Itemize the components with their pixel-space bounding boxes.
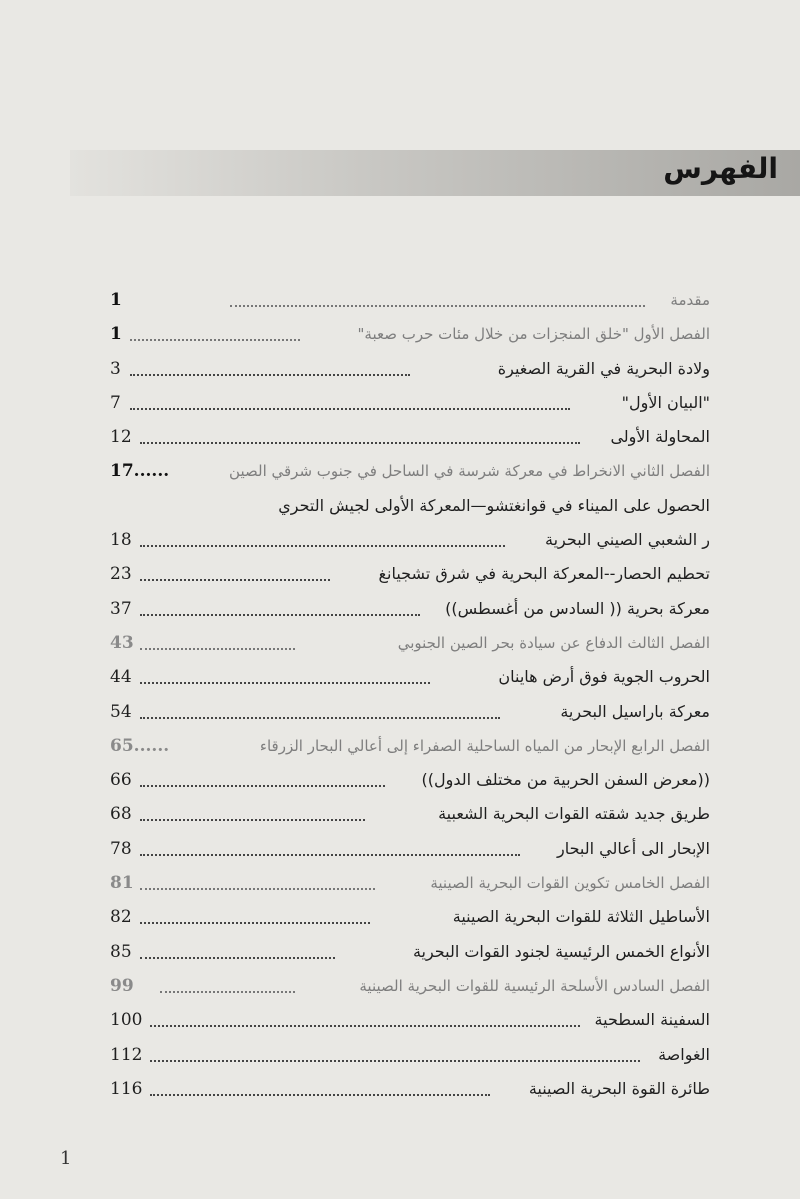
toc-page-number: 78 [110,838,132,859]
toc-entry-row [110,557,710,591]
toc-entry-row [110,695,710,729]
toc-entry-title: الإبحار الى أعالي البحار [556,838,710,858]
table-of-contents [110,283,710,1106]
dot-leader [140,872,375,890]
dot-leader [140,838,520,856]
toc-page-number: 112 [110,1044,143,1065]
toc-page-number: 1 [110,324,122,345]
toc-entry-title: ر الشعبي الصيني البحرية [545,530,710,550]
dot-leader [130,358,410,376]
toc-entry-title: الحصول على الميناء في قوانغتشو—المعركة الأولى لجيش التحري [278,495,710,515]
dot-leader [140,529,505,547]
toc-entry-row [110,489,710,523]
toc-entry-title: الأساطيل الثلاثة للقوات البحرية الصينية [452,907,710,927]
toc-entry-title: السفينة السطحية [594,1010,710,1030]
toc-chapter-row [110,454,710,488]
toc-entry-row [110,935,710,969]
toc-page-number: 54 [110,701,132,722]
toc-entry-title: ولادة البحرية في القرية الصغيرة [497,358,710,378]
toc-entry-title: الفصل الخامس تكوين القوات البحرية الصينية [430,874,710,893]
dot-leader [130,392,570,410]
toc-entry-title: الحروب الجوية فوق أرض هاينان [498,667,710,687]
dot-leader [130,323,300,341]
toc-entry-row [110,1003,710,1037]
dot-leader [140,563,330,581]
toc-page-number: 44 [110,667,132,688]
toc-entry-row [110,832,710,866]
toc-chapter-row [110,317,710,351]
toc-entry-title: الفصل الثالث الدفاع عن سيادة بحر الصين الجنوبي [397,633,710,652]
dot-leader [140,906,370,924]
toc-entry-row [110,420,710,454]
toc-entry-title: الأنواع الخمس الرئيسية لجنود القوات البحرية [412,941,710,961]
toc-page-number: 68 [110,804,132,825]
toc-page-number: 100 [110,1010,143,1031]
toc-chapter-row [110,866,710,900]
toc-page-number: 12 [110,427,132,448]
toc-entry-row [110,386,710,420]
toc-page-number: 43 [110,632,134,653]
toc-entry-title: الفصل السادس الأسلحة الرئيسية للقوات البحرية الصينية [359,976,710,995]
dot-leader [140,803,365,821]
toc-chapter-row [110,626,710,660]
toc-page-number: 1 [110,290,122,310]
dot-leader [140,769,385,787]
dot-leader [140,941,335,959]
dot-leader [140,701,500,719]
toc-page-number: 66 [110,770,132,791]
toc-entry-title: طريق جديد شقته القوات البحرية الشعبية [438,804,710,824]
toc-page-number: 17...... [110,461,170,482]
dot-leader [140,666,430,684]
toc-entry-title: "البيان الأول" [621,392,710,412]
dot-leader [140,426,580,444]
header-band [70,150,800,196]
toc-page-number: 7 [110,392,121,413]
toc-entry-row [110,900,710,934]
toc-entry-title: طائرة القوة البحرية الصينية [528,1078,710,1098]
toc-entry-title: الفصل الأول "خلق المنجزات من خلال مئات حرب صعبة" [357,325,710,344]
dot-leader [140,632,295,650]
dot-leader [150,1009,580,1027]
toc-page-number: 99 [110,975,134,996]
toc-page-number: 82 [110,907,132,928]
toc-entry-row [110,592,710,626]
toc-entry-row [110,1038,710,1072]
toc-entry-title: مقدمة [670,291,710,309]
page-title: الفهرس [663,152,778,185]
toc-chapter-row [110,283,710,317]
toc-entry-row [110,1072,710,1106]
toc-entry-title: ((معرض السفن الحربية من مختلف الدول)) [421,770,710,790]
dot-leader [160,975,295,993]
toc-entry-row [110,763,710,797]
toc-page-number: 116 [110,1078,143,1099]
toc-page-number: 81 [110,873,134,894]
toc-entry-title: الفصل الثاني الانخراط في معركة شرسة في الساحل في جنوب شرقي الصين [229,462,710,481]
toc-chapter-row [110,729,710,763]
toc-entry-title: الفصل الرابع الإبحار من المياه الساحلية الصفراء إلى أعالي البحار الزرقاء [259,736,710,755]
toc-page-number: 23 [110,564,132,585]
toc-page-number: 65...... [110,735,170,756]
dot-leader [140,598,420,616]
page-number: 1 [60,1148,72,1169]
dot-leader [150,1078,490,1096]
toc-entry-title: معركة باراسيل البحرية [560,701,710,721]
toc-entry-row [110,797,710,831]
dot-leader [150,1044,640,1062]
toc-entry-title: المحاولة الأولى [610,427,710,447]
toc-page-number: 37 [110,598,132,619]
toc-entry-title: معركة بحرية (( السادس من أغسطس)) [445,598,710,618]
toc-page-number: 18 [110,530,132,551]
toc-entry-title: الغواصة [658,1044,710,1064]
toc-entry-row [110,352,710,386]
toc-page-number: 85 [110,941,132,962]
toc-entry-title: تحطيم الحصار--المعركة البحرية في شرق تشجيانغ [378,564,710,584]
toc-page-number: 3 [110,358,121,379]
toc-entry-row [110,660,710,694]
toc-entry-row [110,523,710,557]
toc-chapter-row [110,969,710,1003]
dot-leader [230,289,645,307]
